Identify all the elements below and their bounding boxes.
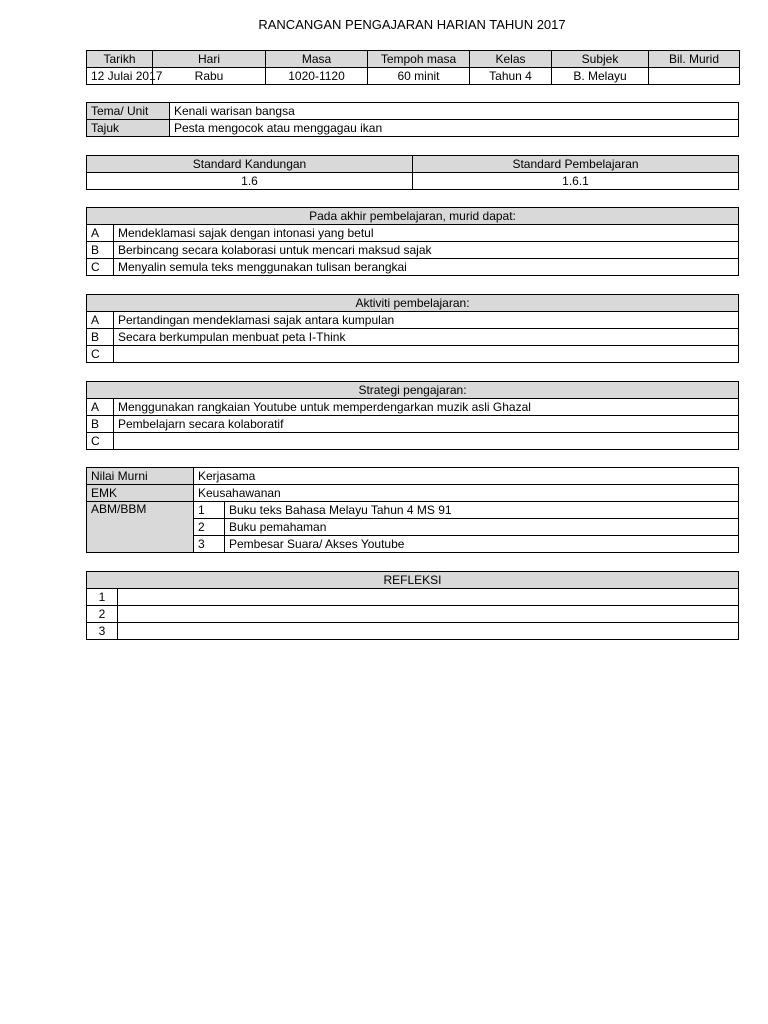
refleksi-row [87, 589, 739, 606]
tema-value: Kenali warisan bangsa [170, 103, 739, 120]
standard-table [86, 155, 739, 190]
aktiviti-letter: A [87, 312, 114, 329]
document-title: RANCANGAN PENGAJARAN HARIAN TAHUN 2017 [258, 17, 566, 32]
tema-label: Tema/ Unit [87, 103, 170, 120]
refleksi-header-row [87, 572, 739, 589]
value-kelas: Tahun 4 [470, 68, 552, 85]
objektif-letter: B [87, 242, 114, 259]
aktiviti-header-row [87, 295, 739, 312]
aktiviti-row [87, 329, 739, 346]
info-table [86, 50, 740, 85]
aktiviti-letter: C [87, 346, 114, 363]
strategi-text: Menggunakan rangkaian Youtube untuk memperdengarkan muzik asli Ghazal [114, 399, 739, 416]
value-bil-murid [649, 68, 740, 85]
strategi-letter: C [87, 433, 114, 450]
value-subjek: B. Melayu [552, 68, 649, 85]
aktiviti-table [86, 294, 739, 363]
objektif-text: Mendeklamasi sajak dengan intonasi yang betul [114, 225, 739, 242]
aktiviti-row [87, 312, 739, 329]
strategi-text: Pembelajarn secara kolaboratif [114, 416, 739, 433]
abm-row [87, 502, 739, 519]
header-tempoh-masa: Tempoh masa [368, 51, 470, 68]
emk-label: EMK [87, 485, 194, 502]
info-value-row [87, 68, 740, 85]
refleksi-num: 3 [87, 623, 118, 640]
objektif-letter: A [87, 225, 114, 242]
strategi-header: Strategi pengajaran: [87, 382, 739, 399]
standard-pembelajaran-label: Standard Pembelajaran [413, 156, 739, 173]
strategi-row [87, 399, 739, 416]
strategi-letter: A [87, 399, 114, 416]
value-masa: 1020-1120 [266, 68, 368, 85]
aktiviti-text: Pertandingan mendeklamasi sajak antara kumpulan [114, 312, 739, 329]
abm-text: Buku pemahaman [225, 519, 739, 536]
aktiviti-letter: B [87, 329, 114, 346]
value-tarikh: 12 Julai 2017 [87, 68, 153, 85]
refleksi-header: REFLEKSI [87, 572, 739, 589]
standard-pembelajaran-value: 1.6.1 [413, 173, 739, 190]
value-tempoh-masa: 60 minit [368, 68, 470, 85]
refleksi-table [86, 571, 739, 640]
strategi-table [86, 381, 739, 450]
standard-kandungan-label: Standard Kandungan [87, 156, 413, 173]
abm-text: Pembesar Suara/ Akses Youtube [225, 536, 739, 553]
objektif-text: Berbincang secara kolaborasi untuk mencari maksud sajak [114, 242, 739, 259]
tajuk-label: Tajuk [87, 120, 170, 137]
value-hari: Rabu [153, 68, 266, 85]
refleksi-num: 1 [87, 589, 118, 606]
refleksi-num: 2 [87, 606, 118, 623]
header-hari: Hari [153, 51, 266, 68]
abm-num: 3 [194, 536, 225, 553]
strategi-row [87, 416, 739, 433]
objektif-header: Pada akhir pembelajaran, murid dapat: [87, 208, 739, 225]
tema-row [87, 103, 739, 120]
tema-table [86, 102, 739, 137]
header-bil-murid: Bil. Murid [649, 51, 740, 68]
aktiviti-text: Secara berkumpulan menbuat peta I-Think [114, 329, 739, 346]
emk-value: Keusahawanan [194, 485, 739, 502]
header-subjek: Subjek [552, 51, 649, 68]
standard-header-row [87, 156, 739, 173]
tajuk-row [87, 120, 739, 137]
objektif-letter: C [87, 259, 114, 276]
nilai-murni-value: Kerjasama [194, 468, 739, 485]
objektif-row [87, 242, 739, 259]
refleksi-row [87, 623, 739, 640]
header-tarikh: Tarikh [87, 51, 153, 68]
aktiviti-header: Aktiviti pembelajaran: [87, 295, 739, 312]
nilai-murni-label: Nilai Murni [87, 468, 194, 485]
aktiviti-text [114, 346, 739, 363]
objektif-row [87, 225, 739, 242]
objektif-header-row [87, 208, 739, 225]
standard-kandungan-value: 1.6 [87, 173, 413, 190]
strategi-row [87, 433, 739, 450]
objektif-row [87, 259, 739, 276]
refleksi-text [118, 589, 739, 606]
aktiviti-row [87, 346, 739, 363]
objektif-table [86, 207, 739, 276]
strategi-header-row [87, 382, 739, 399]
emk-row [87, 485, 739, 502]
objektif-text: Menyalin semula teks menggunakan tulisan berangkai [114, 259, 739, 276]
strategi-text [114, 433, 739, 450]
refleksi-row [87, 606, 739, 623]
refleksi-text [118, 606, 739, 623]
standard-value-row [87, 173, 739, 190]
refleksi-text [118, 623, 739, 640]
abm-text: Buku teks Bahasa Melayu Tahun 4 MS 91 [225, 502, 739, 519]
header-masa: Masa [266, 51, 368, 68]
abm-num: 1 [194, 502, 225, 519]
tajuk-value: Pesta mengocok atau menggagau ikan [170, 120, 739, 137]
abm-num: 2 [194, 519, 225, 536]
info-header-row [87, 51, 740, 68]
nilai-row [87, 468, 739, 485]
header-kelas: Kelas [470, 51, 552, 68]
nilai-table [86, 467, 739, 553]
strategi-letter: B [87, 416, 114, 433]
abm-bbm-label: ABM/BBM [87, 502, 194, 553]
